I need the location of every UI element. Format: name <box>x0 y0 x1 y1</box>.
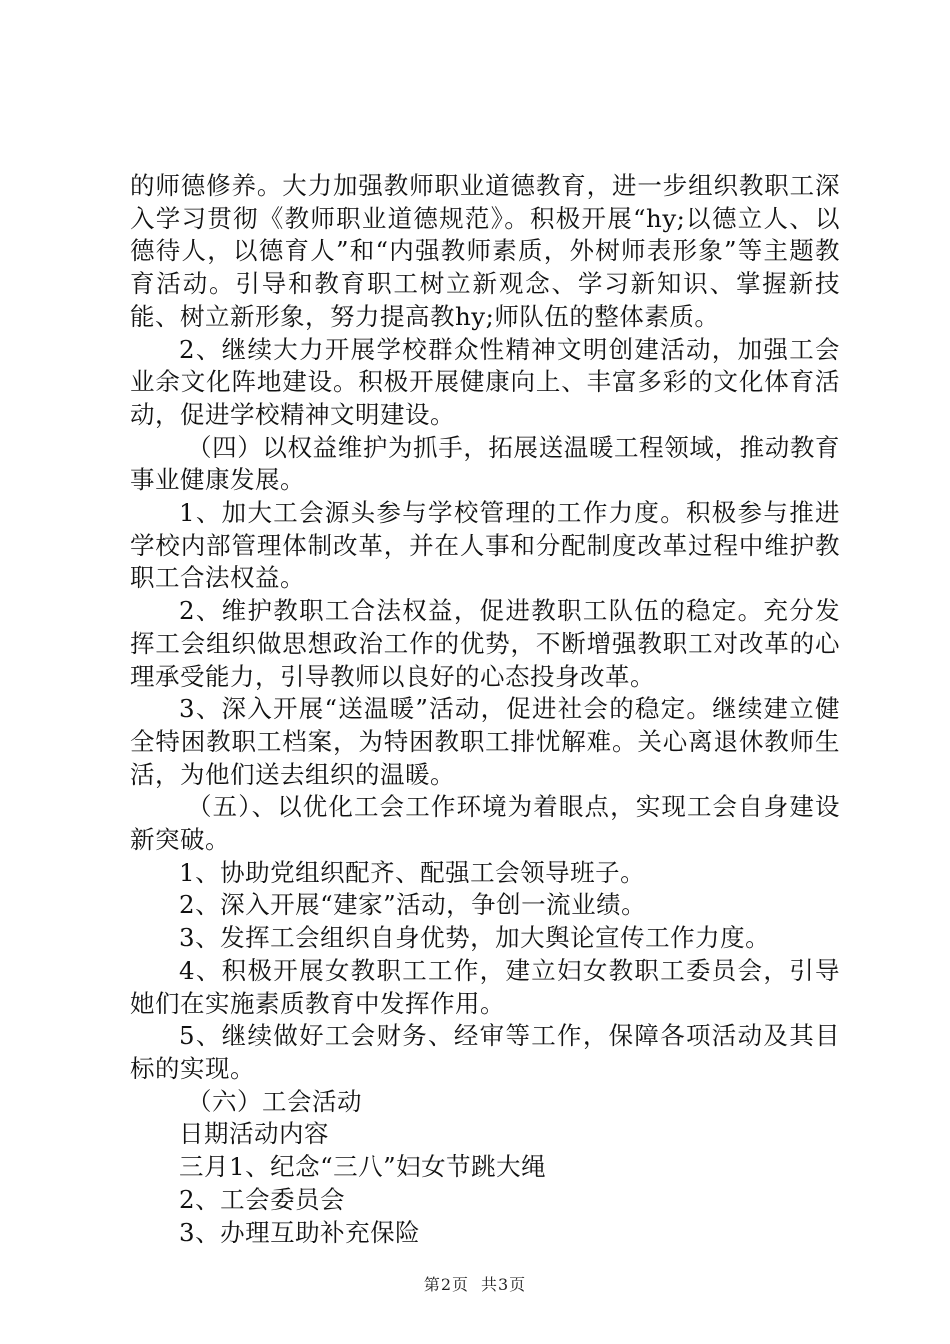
paragraph-item-1-management: 1、加大工会源头参与学校管理的工作力度。积极参与推进学校内部管理体制改革，并在人事和分配制度改革过程中维护教职工合法权益。 <box>130 498 840 593</box>
section-heading-five: （五）、以优化工会工作环境为着眼点，实现工会自身建设新突破。 <box>130 792 840 855</box>
paragraph-item-2-home: 2、深入开展“建家”活动，争创一流业绩。 <box>179 890 647 920</box>
paragraph-teacher-ethics: 的师德修养。大力加强教师职业道德教育，进一步组织教职工深入学习贯彻《教师职业道德规范》。积极开展“hy;以德立人、以德待人，以德育人”和“内强教师素质，外树师表形象”等主题教育活动。引导和教育职工树立新观念、学习新知识、掌握新技能、树立新形象，努力提高教hy;师队伍的整体素质。 <box>130 171 840 331</box>
section-heading-six: （六）工会活动 <box>187 1086 362 1116</box>
document-body <box>130 170 840 1249</box>
section-heading-four: （四）以权益维护为抓手，拓展送温暖工程领域，推动教育事业健康发展。 <box>130 432 840 495</box>
activity-table-header: 日期活动内容 <box>179 1119 329 1149</box>
paragraph-item-2-civilization: 2、继续大力开展学校群众性精神文明创建活动，加强工会业余文化阵地建设。积极开展健康向上、丰富多彩的文化体育活动，促进学校精神文明建设。 <box>130 334 840 429</box>
activity-row-insurance: 3、办理互助补充保险 <box>179 1217 421 1247</box>
page-footer <box>0 1272 950 1295</box>
page-total: 共3页 <box>481 1275 527 1294</box>
paragraph-item-3-publicity: 3、发挥工会组织自身优势，加大舆论宣传工作力度。 <box>179 923 771 953</box>
paragraph-item-3-warmth: 3、深入开展“送温暖”活动，促进社会的稳定。继续建立健全特困教职工档案，为特困教职工排忧解难。关心离退休教师生活，为他们送去组织的温暖。 <box>130 694 840 789</box>
paragraph-item-2-rights: 2、维护教职工合法权益，促进教职工队伍的稳定。充分发挥工会组织做思想政治工作的优势，不断增强教职工对改革的心理承受能力，引导教师以良好的心态投身改革。 <box>130 596 840 691</box>
activity-row-march: 三月1、纪念“三八”妇女节跳大绳 <box>179 1152 547 1182</box>
page-number: 第2页 <box>423 1275 469 1294</box>
paragraph-item-5-finance: 5、继续做好工会财务、经审等工作，保障各项活动及其目标的实现。 <box>130 1021 840 1083</box>
paragraph-item-4-women: 4、积极开展女教职工工作，建立妇女教职工委员会，引导她们在实施素质教育中发挥作用。 <box>130 955 840 1018</box>
paragraph-item-1-leadership: 1、协助党组织配齐、配强工会领导班子。 <box>179 857 646 887</box>
activity-row-committee: 2、工会委员会 <box>179 1184 346 1214</box>
